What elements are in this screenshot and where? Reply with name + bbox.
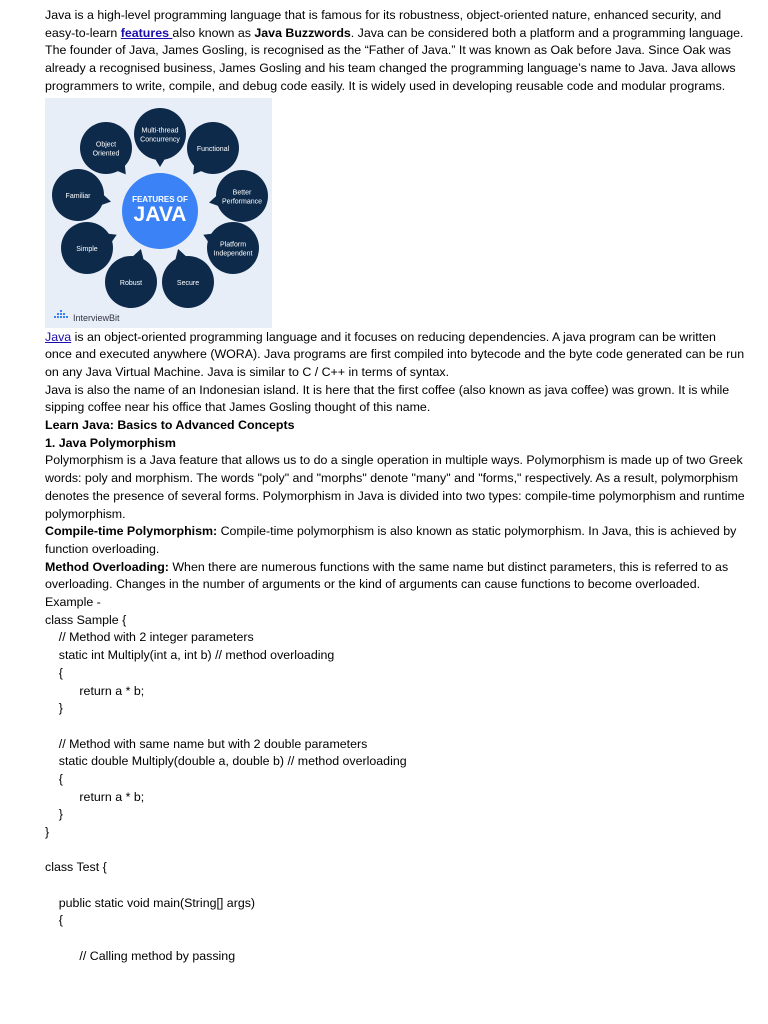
java-description-paragraph: Java is an object-oriented programming language and it focuses on reducing dependencies. A java program can be written once and executed anywhere (WORA). Java programs are first compiled into bytecode and the byte code generated can be run on any Java Virtual Machine. Java is similar to C / C++ in terms of syntax.	[45, 329, 745, 379]
feature-label: Functional	[196, 145, 230, 153]
feature-label: Independent	[213, 250, 253, 258]
code-line: }	[45, 807, 63, 822]
code-line: // Method with same name but with 2 double parameters	[45, 736, 368, 751]
code-line	[45, 718, 745, 736]
method-overloading-paragraph: Method Overloading: When there are numerous functions with the same name but distinct parameters, this is referred to as overloading. Changes in the number of arguments or the kind of arguments can cause functions to become overloaded.	[45, 559, 729, 592]
code-line: {	[45, 665, 63, 680]
document-body	[45, 7, 745, 966]
features-link[interactable]: features	[120, 25, 173, 40]
code-line: {	[45, 913, 63, 928]
intro-paragraph: Java is a high-level programming language that is famous for its robustness, object-oriented nature, enhanced security, and easy-to-learn features also known as Java Buzzwords. Java can be considered both a platform and a programming language. The founder of Java, James Gosling, is recognised as the “Father of Java.” It was known as Oak before Java. Since Oak was already a recognised business, James Gosling and his team changed the programming language’s name to Java. Java allows programmers to write, compile, and debug code easily. It is widely used in developing reusable code and modular programs.	[45, 8, 744, 93]
code-line: }	[45, 701, 63, 716]
java-link[interactable]: Java	[45, 329, 72, 344]
code-line: static int Multiply(int a, int b) // method overloading	[45, 648, 335, 663]
code-block	[45, 612, 745, 966]
feature-label: Familiar	[65, 192, 91, 200]
code-line: // Method with 2 integer parameters	[45, 630, 254, 645]
feature-bubble	[80, 122, 132, 174]
features-svg	[45, 98, 272, 328]
indonesian-island-paragraph: Java is also the name of an Indonesian island. It is here that the first coffee (also known as java coffee) was grown. It is while sipping coffee near his office that James Gosling thought of this name.	[45, 382, 730, 415]
logo-text: InterviewBit	[73, 312, 120, 323]
code-line: public static void main(String[] args)	[45, 895, 256, 910]
code-line: return a * b;	[45, 789, 145, 804]
compile-time-paragraph: Compile-time Polymorphism: Compile-time polymorphism is also known as static polymorphism. In Java, this is achieved by function overloading.	[45, 524, 737, 556]
feature-bubble	[187, 122, 239, 174]
code-line	[45, 842, 745, 860]
feature-label: Oriented	[92, 150, 120, 158]
code-line: static double Multiply(double a, double b) // method overloading	[45, 754, 407, 769]
feature-label: Multi-thread	[141, 127, 179, 135]
code-line: {	[45, 771, 63, 786]
feature-label: Secure	[176, 279, 200, 287]
code-line: // Calling method by passing	[45, 948, 236, 963]
center-label-top: FEATURES OF	[132, 194, 188, 204]
java-buzzwords-bold: Java Buzzwords	[254, 25, 351, 40]
code-line: class Test {	[45, 860, 107, 875]
feature-label: Object	[95, 141, 117, 149]
code-line: }	[45, 825, 50, 840]
code-line: return a * b;	[45, 683, 145, 698]
feature-label: Robust	[119, 279, 143, 287]
example-label: Example -	[45, 595, 101, 610]
feature-label: Simple	[76, 245, 98, 253]
feature-label: Performance	[221, 198, 263, 206]
feature-label: Platform	[219, 241, 247, 249]
java-features-diagram	[45, 98, 272, 328]
subsection-heading: 1. Java Polymorphism	[45, 435, 176, 450]
code-line: class Sample {	[45, 612, 127, 627]
feature-label: Concurrency	[140, 136, 180, 144]
polymorphism-paragraph: Polymorphism is a Java feature that allows us to do a single operation in multiple ways. Polymorphism is made up of two Greek words: poly and morphism. The words "poly" and "morphs" denote "many" and "forms," respectively. As a result, polymorphism denotes the presence of several forms. Polymorphism in Java is divided into two types: compile-time polymorphism and runtime polymorphism.	[45, 453, 745, 521]
feature-label: Better	[232, 189, 252, 197]
section-heading: Learn Java: Basics to Advanced Concepts	[45, 418, 295, 433]
code-line	[45, 877, 745, 895]
code-line	[45, 930, 745, 948]
center-label-main: JAVA	[133, 202, 187, 226]
